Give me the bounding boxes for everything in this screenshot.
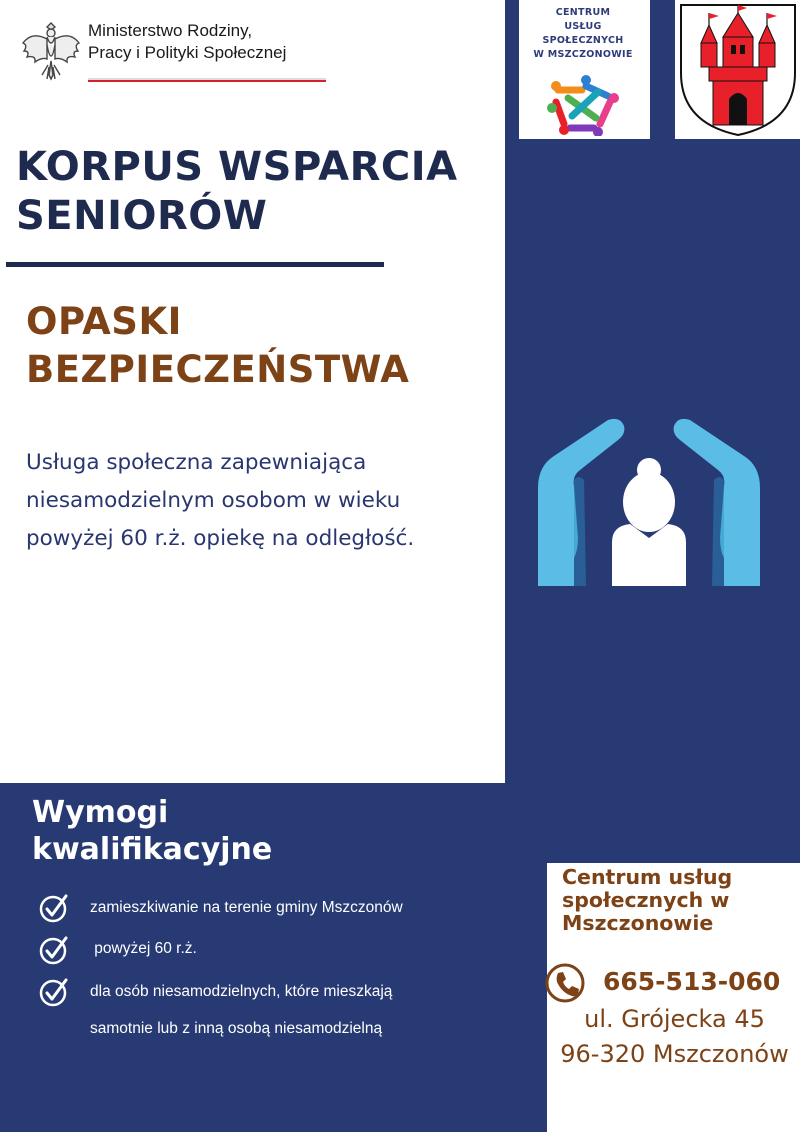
requirement-item: powyżej 60 r.ż. bbox=[90, 940, 197, 957]
phone-icon bbox=[544, 962, 586, 1004]
ministry-name-line1: Ministerstwo Rodziny, bbox=[88, 21, 253, 40]
check-circle-icon bbox=[38, 892, 70, 924]
requirements-title-line2: kwalifikacyjne bbox=[32, 832, 273, 867]
phone-number: 665-513-060 bbox=[603, 967, 781, 996]
cus-logo-line2: USŁUG bbox=[564, 21, 602, 32]
contact-title-line2: społecznych w bbox=[562, 888, 730, 912]
caring-hands-senior-icon bbox=[536, 418, 762, 590]
cus-logo-line3: SPOŁECZNYCH bbox=[542, 35, 624, 46]
page-subtitle bbox=[26, 298, 496, 394]
address-street: ul. Grójecka 45 bbox=[584, 1005, 765, 1033]
check-circle-icon bbox=[38, 934, 70, 966]
title-divider bbox=[6, 262, 384, 267]
page-title-line1: KORPUS WSPARCIA bbox=[16, 144, 458, 190]
flag-stripe bbox=[88, 78, 326, 82]
ministry-name-line2: Pracy i Polityki Społecznej bbox=[88, 43, 287, 62]
requirement-item: zamieszkiwanie na terenie gminy Mszczonów bbox=[90, 899, 403, 916]
castle-coat-of-arms-icon bbox=[679, 3, 797, 137]
eagle-emblem-icon bbox=[20, 15, 82, 83]
contact-title-line3: Mszczonowie bbox=[562, 911, 714, 935]
cus-logo-icon bbox=[546, 72, 622, 136]
check-circle-icon bbox=[38, 976, 70, 1008]
contact-title-line1: Centrum usług bbox=[562, 865, 733, 889]
service-description: Usługa społeczna zapewniająca niesamodzielnym osobom w wieku powyżej 60 r.ż. opiekę na odległość. bbox=[26, 450, 415, 551]
cus-logo-line4: W MSZCZONOWIE bbox=[533, 49, 633, 60]
contact-title bbox=[562, 866, 792, 935]
cus-logo-text bbox=[528, 6, 638, 62]
ministry-name bbox=[88, 20, 286, 64]
page-title bbox=[16, 143, 496, 241]
page-subtitle-line2: BEZPIECZEŃSTWA bbox=[26, 348, 410, 391]
address-city: 96-320 Mszczonów bbox=[560, 1040, 789, 1068]
requirement-item-continuation: samotnie lub z inną osobą niesamodzielną bbox=[90, 1020, 383, 1037]
page-title-line2: SENIORÓW bbox=[16, 193, 268, 239]
requirements-title bbox=[32, 794, 272, 868]
requirement-item: dla osób niesamodzielnych, które mieszkają bbox=[90, 983, 393, 1000]
requirements-title-line1: Wymogi bbox=[32, 795, 169, 830]
page-subtitle-line1: OPASKI bbox=[26, 300, 182, 343]
cus-logo-line1: CENTRUM bbox=[555, 7, 611, 18]
